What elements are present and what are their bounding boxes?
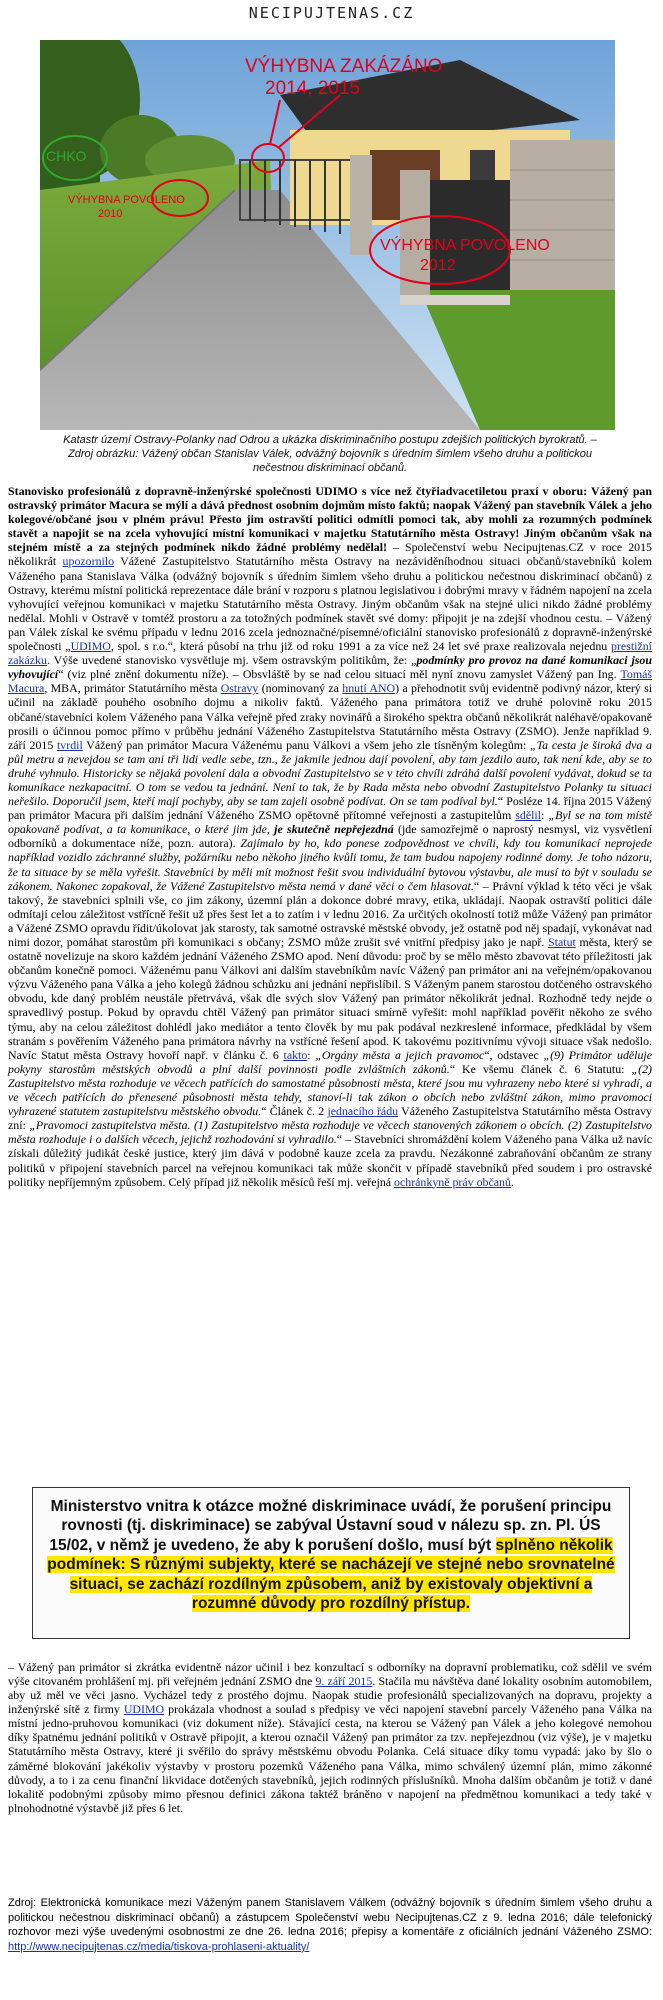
caption-line-2: Zdroj obrázku: Vážený občan Stanislav Válek, odvážný bojovník s úředním šimlem všeho druhu a politickou nečestnou diskriminací občanů. (68, 448, 592, 474)
article-body-2 (8, 1648, 652, 1827)
quote-statut-organy: „Orgány města a jejich pravomoc (315, 1047, 485, 1062)
quote-primator-2b: Zajímalo by ho, kdo ponese zodpovědnost ve chvíli, kdy tou komunikací neprojede například vozidlo záchranné služby, požárníku nebo někoho jiného kvůli tomu, že tam budou napojeny rodinné domy. Je toho názoru, že ta situace by se měla vyřešit. Stavebníci by měli mít možnost řešit svou individuální bytovou výstavbu, ale musí to být v souladu se zákonem. Nakonec zopakoval, že Vážené Zastupitelstvo města nemá v dané věci o čem hlasovat. (8, 836, 653, 893)
quote-podminky: podmínky pro provoz na dané komunikaci jsou vyhovující (8, 653, 652, 682)
photo-illustration (40, 40, 615, 430)
link-udimo[interactable]: UDIMO (70, 639, 111, 654)
label-vyhybna-povoleno-2012: VÝHYBNA POVOLENO (380, 237, 550, 254)
link-upozornilo[interactable]: upozornilo (62, 554, 115, 569)
label-chko: CHKO (46, 148, 87, 164)
label-vyhybna-zakazano: VÝHYBNA ZAKÁZÁNO (245, 56, 443, 77)
article-body (8, 484, 652, 1189)
link-sdelil[interactable]: sdělil (515, 808, 542, 823)
quote-primator-1: „Ta cesta je široká dva a půl metru a nevejdou se tam ani tři lidi vedle sebe, tzn., že jakmile jednou dají povolení, aby tam jezdilo auto, tak není kde, aby se to druhé vyhnulo. Historicky se nějaká povolení dala a obvodní Zastupitelstvo se v této chvíli zdráhá další povolení vydávat, dokud se ta komunikace nezkapacitní. O tom se vedou ta jednání. Není to tak, že by Rada města nebo obvodní Zastupitelstvo Polanky tu situaci neřešilo. Doporučil jsem, kteří mají pochyby, aby se tam zajeli osobně podívat. On se tam podíval byl. (8, 737, 653, 809)
link-prestizni-zakazka[interactable]: prestižní zakázku (8, 639, 652, 668)
link-ochrankyne[interactable]: ochránkyně práv občanů (394, 1174, 511, 1189)
quote-neprejezdna: je skutečně nepřejezdná (274, 822, 394, 837)
link-tvrdil[interactable]: tvrdil (57, 737, 83, 752)
source-note: Zdroj: Elektronická komunikace mezi Váženým panem Stanislavem Válkem (odvážný bojovník s úředním šimlem všeho druhu a politickou nečestnou diskriminací občanů) a zástupcem Společenství webu Necipujtenas.CZ z 9. ledna 2016; dále telefonický rozhovor mezi výše uvedenými osobnostmi ze dne 26. ledna 2016; přepisy a komentáře z oficiálních jednání Váženého ZSMO: http://www.necipujtenas.cz/media/tiskova-prohlaseni-aktuality/ (8, 1897, 652, 1953)
quote-jednaci-rad: „Pravomoci zastupitelstva města. (1) Zastupitelstvo města rozhoduje ve věcech stanovených zákonem o obcích. (2) Zastupitelstvo města rozhoduje i o dalších věcech, jejichž rozhodování si vyhradilo. (8, 1118, 653, 1147)
label-vyhybna-povoleno-2010-year: 2010 (98, 208, 123, 220)
quote-statut-2: „(2) Zastupitelstvo města rozhoduje ve věcech patřících do samostatné působnosti města, které jsou mu vyhrazeny nebo které si vyhradí, a ve věcech patřících do přenesené působnosti města tehdy, stanoví-li tak zákon o obcích nebo zvláštní zákon, mimo pravomoci vyhrazené statutem zastupitelstvu městského obvodu. (8, 1061, 652, 1119)
article-lead: Stanovisko profesionálů z dopravně-inženýrské společnosti UDIMO s více než čtyřiadvacetiletou praxí v oboru: Vážený pan ostravský primátor Macura se mýlí a dává přednost osobním dojmům místo faktů; naopak Vážený pan stavebník Válek a jeho kolegové/občané jsou v plném právu! Přesto jim ostravští politici odmítli pomoci tak, aby mohli za rozumných podmínek stavět a napojit se na zcela vyhovující místní komunikaci v majetku Statutárního města Ostravy! Jiným občanům však na stejném místě a za stejných podmínek nikdo žádné problémy nedělal! (8, 484, 652, 555)
label-vyhybna-povoleno-2012-year: 2012 (420, 257, 456, 274)
article-paragraph-2: – Vážený pan primátor si zkrátka evidentně názor učinil i bez konzultací s odborníky na dopravní problematiku, což sdělil ve svém výše citovaném prohlášení mj. při veřejném jednání ZSMO dne 9. září 2015. Stačila mu návštěva dané lokality osobním automobilem, aby už měl ve věci jasno. Vycházel tedy z prostého dojmu. Naopak studie profesionálů specializovaných na dopravu, projekty a inženýrské sítě z firmy UDIMO prokázala vhodnost a soulad s předpisy ve věci napojení stavební parcely Váženého pana Válka na místní jedno-pruhovou komunikaci (viz dokument níže). Stávající cesta, na kterou se Vážený pan Válek a jeho kolegové nemohou díky špatnému jednání politiků v Ostravě připojit, a kterou označil Vážený pan primátor za tzv. nepřejezdnou (viz výše), je v majetku Statutárního města Ostravy, které ji svěřilo do správy městskému obvodu Polanka. Celá situace díky tomu vypadá: jako by šlo o záměrné blokování jakékoliv výstavby v prostoru pozemků Váženého pana Válka, mimo schválený územní plán, mimo zákonné důvody, a to i za cenu finanční likvidace dotčených stavebníků, jejich rodinných příslušníků. Mnoha dalším občanům je totiž v dané lokalitě podobnými způsoby mimo přesnou definici zákona taktéž bráněno v napojení na předmětnou komunikaci a tedy také v plnohodnotné výstavbě již přes 6 let. (8, 1659, 653, 1815)
label-vyhybna-povoleno-2010: VÝHYBNA POVOLENO (68, 194, 185, 206)
quote-statut-9: „(9) Primátor uděluje pokyny starostům městských obvodů a plní další povinnosti podle zvláštních zákonů. (8, 1047, 653, 1076)
link-9-zari-2015[interactable]: 9. září 2015 (315, 1673, 373, 1688)
link-tomas-macura[interactable]: Tomáš Macura (8, 667, 652, 696)
photo-caption (60, 433, 600, 475)
link-udimo-2[interactable]: UDIMO (123, 1702, 165, 1717)
quote-box-text: Ministerstvo vnitra k otázce možné diskriminace uvádí, že porušení principu rovnosti (tj. diskriminace) se zabýval Ústavní soud v nálezu sp. zn. Pl. ÚS 15/02, v němž je uvedeno, že aby k porušení došlo, musí být splněno několik podmínek: S různými subjekty, které se nacházejí ve stejné nebo srovnatelné situaci, se zachází rozdílným způsobem, aniž by existovaly objektivní a rozumné důvody pro rozdílný přístup. (47, 1498, 615, 1613)
link-takto[interactable]: takto (283, 1047, 308, 1062)
link-ostravy[interactable]: Ostravy (220, 681, 259, 696)
link-statut[interactable]: Statut (548, 935, 576, 949)
article-paragraph: Stanovisko profesionálů z dopravně-inženýrské společnosti UDIMO s více než čtyřiadvacetiletou praxí v oboru: Vážený pan ostravský primátor Macura se mýlí a dává přednost osobním dojmům místo faktů; naopak Vážený pan stavebník Válek a jeho kolegové/občané jsou v plném právu! Přesto jim ostravští politici odmítli pomoci tak, aby mohli za rozumných podmínek stavět a napojit se na zcela vyhovující místní komunikaci v majetku Statutárního města Ostravy! Jiným občanům však na stejném místě a za stejných podmínek nikdo žádné problémy nedělal! – Společenství webu Necipujtenas.CZ v roce 2015 několikrát upozornilo Vážené Zastupitelstvo Statutárního města Ostravy na nezáviděníhodnou situaci občanů/stavebníků kolem Váženého pana Stanislava Válka (odvážný bojovník s úředním šimlem všeho druhu a politickou nečestnou diskriminací občanů) z Ostravy, kterému místní politická reprezentace dále brání v rozporu s platnou legislativou i dobrými mravy v řádném napojení na zcela vyhovující veřejnou komunikaci v majetku Statutárního města Ostravy. Jiným občanům však na stejné ulici nikdo žádné problémy nedělal. Mohli v Ostravě v tomtéž prostoru a za totožných podmínek stavět své domy: připojit je na zdejší vhodnou cestu. – Vážený pan Válek získal ke svému případu v lednu 2016 zcela jednoznačné/písemné/oficiální stanovisko profesionálů z dopravně-inženýrské společnosti „UDIMO, spol. s r.o.“, která působí na trhu již od roku 1991 a za více než 24 let své praxe realizovala nejednu prestižní zakázku. Výše uvedené stanovisko vysvětluje mj. všem ostravským politikům, že: „podmínky pro provoz na dané komunikaci jsou vyhovující“ (viz plné znění dokumentu níže). – Obsvláště by se nad celou situací měl nyní znovu zamyslet Vážený pan Ing. Tomáš Macura, MBA, primátor Statutárního města Ostravy (nominovaný za hnutí ANO) a přehodnotit svůj evidentně podivný názor, který si učinil na základě pouhého osobního dojmu a nikoliv faktů. Váženého pana primátora totiž ve druhé polovině roku 2015 občané/stavebníci kolem Váženého pana Válka veřejně před zraky novinářů a širokého spektra občanů několikrát naléhavě/opakovaně prosili o účinnou pomoc přímo v průběhu jednání Váženého Zastupitelstva Statutárního města Ostravy (ZSMO). Jenže například 9. září 2015 tvrdil Vážený pan primátor Macura Váženému panu Válkovi a všem jeho zle tísněným kolegům: „Ta cesta je široká dva a půl metru a nevejdou se tam ani tři lidi vedle sebe, tzn., že jakmile jednou dají povolení, aby tam jezdilo auto, tak není kde, aby se to druhé vyhnulo. Historicky se nějaká povolení dala a obvodní Zastupitelstvo se v této chvíli zdráhá další povolení vydávat, dokud se ta komunikace nezkapacitní. O tom se vedou ta jednání. Není to tak, že by Rada města nebo obvodní Zastupitelstvo Polanky tu situaci neřešilo. Doporučil jsem, kteří mají pochyby, aby se tam zajeli osobně podívat. On se tam podíval byl.“ Posléze 14. října 2015 Vážený pan primátor Macura při dalším jednání Váženého ZSMO opětovně přítomné veřejnosti a zastupitelům sdělil: „Byl se na tom místě opakovaně podívat, a ta komunikace, o které jim jde, je skutečně nepřejezdná (jde samozřejmě o naprostý nesmysl, viz vysvětlení odborníků a dokumentace níže, pozn. autora). Zajímalo by ho, kdo ponese zodpovědnost ve chvíli, kdy tou komunikací neprojede například vozidlo záchranné služby, požárníku nebo někoho jiného kvůli tomu, že tam budou napojeny rodinné domy. Je toho názoru, že ta situace by se měla vyřešit. Stavebníci by měli mít možnost řešit svou individuální bytovou výstavbu, ale musí to být v souladu se zákonem. Nakonec zopakoval, že Vážené Zastupitelstvo města nemá v dané věci o čem hlasovat.“ – Právní výklad k této věci je však takový, že stavebníci splnili vše, co jim zákony, územní plán a dokonce dobré mravy, etika, ukládají. Naopak ostravští politici dále odmítají celou záležitost vstřícně řešit už přes šest let a to zatím i v lednu 2016. Za určitých okolností totiž může Vážený pan primátor a Vážené ZSMO opravdu řídit/úkolovat jak starosty, tak samotné ostravské městské obvody, jež ostatně pod něj spadají, vykonávat nad nimi dozor, pomáhat starostům při komunikaci s občany; ZSMO může zrušit své vnitřní předpisy jako je např. Statut města, který se ostatně novelizuje na skoro každém jednání Váženého ZSMO apod. Není důvodu: proč by se mělo město zbavovat této příležitosti jak občanům konečně pomoci. Váženému panu Válkovi ani dalším stavebníkům navíc Vážený pan primátor ani na veřejném/opakovanou výzvu Váženého pana Válka a jeho kolegů žádnou schůzku ani jednání nepřislíbil. S Váženým panem starostou dotčeného ostravského obvodu, kde daný problém neustále přetrvává, však dle svých slov Vážený pan primátor několikrát jednal. Rozhodně tedy nejde o spravedlivý postup. Pokud by opravdu chtěl Vážený pan primátor situaci smírně vyřešit: mohl například pověřit někoho ze svého týmu, aby na celou záležitost dohlédl jako mediátor a tento člověk by mu pak podával nezkreslené informace, předkládal by všem stranám s pověřením Váženého pana primátora návrhy na vstřícné řešení apod. K takovému pozitivnímu vývoji situace však nedošlo. Navíc Statut města Ostravy hovoří např. v článku č. 6 takto: „Orgány města a jejich pravomoc“, odstavec „(9) Primátor uděluje pokyny starostům městských obvodů a plní další povinnosti podle zvláštních zákonů.“ Ke všemu článek č. 6 Statutu: „(2) Zastupitelstvo města rozhoduje ve věcech patřících do samostatné působnosti města, které jsou mu vyhrazeny nebo které si vyhradí, a ve věcech patřících do přenesené působnosti města tehdy, stanoví-li tak zákon o obcích nebo zvláštní zákon, mimo pravomoci vyhrazené statutem zastupitelstvu městského obvodu.“ Článek č. 2 jednacího řádu Váženého Zastupitelstva Statutárního města Ostravy zní: „Pravomoci zastupitelstva města. (1) Zastupitelstvo města rozhoduje ve věcech stanovených zákonem o obcích. (2) Zastupitelstvo města rozhoduje i o dalších věcech, jejichž rozhodování si vyhradilo.“ – Stavebníci shromáždění kolem Váženého pana Válka už navíc získali důležitý judikát české justice, který jim dává v podobné kauze zcela za pravdu. Nezákonné zabraňování občanům ze strany politiků v připojení stavebních parcel na veřejnou komunikaci tak může skončit v případě stavebníků před soudem i pro ostravské politiky nepříjemným způsobem. Celý případ již několik měsíců řeší mj. veřejná ochránkyně práv občanů. (8, 484, 653, 1189)
site-masthead[interactable]: NECIPUJTENAS.CZ (248, 4, 415, 22)
caption-line-1: Katastr území Ostravy-Polanky nad Odrou a ukázka diskriminačního postupu zdejších politických byrokratů. – (63, 434, 597, 446)
link-hnuti-ano[interactable]: hnutí ANO (342, 681, 396, 696)
quote-primator-2a: „Byl se na tom místě opakovaně podívat, a ta komunikace, o které jim jde, (8, 808, 652, 837)
quote-box-highlight: splněno několik podmínek: S různými subjekty, které se nacházejí ve stejné nebo srovnatelné situaci, se zachází rozdílným způsobem, aniž by existovaly objektivní a rozumné důvody pro rozdílný přístup. (47, 1536, 615, 1613)
article-photo (40, 40, 615, 430)
link-source-url[interactable]: http://www.necipujtenas.cz/media/tiskova-prohlaseni-aktuality/ (8, 1940, 310, 1953)
quote-box-ministerstvo (32, 1487, 630, 1639)
link-jednaci-rad[interactable]: jednacího řádu (327, 1104, 399, 1119)
label-vyhybna-zakazano-years: 2014, 2015 (265, 78, 361, 99)
